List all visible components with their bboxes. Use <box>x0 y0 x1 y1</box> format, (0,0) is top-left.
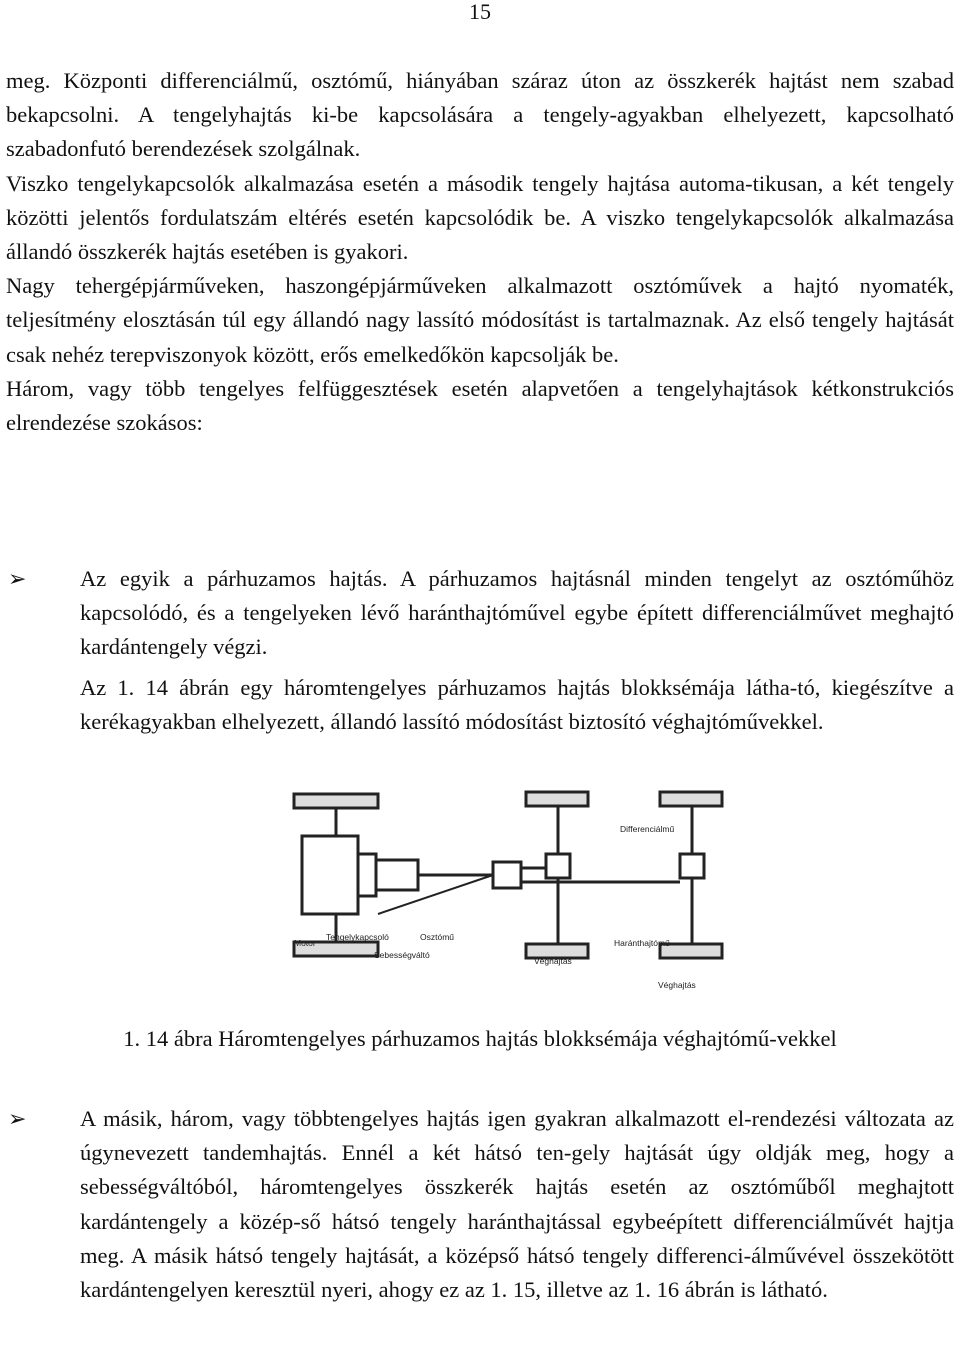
paragraph-2: Viszko tengelykapcsolók alkalmazása esetén a második tengely hajtása automa-tikusan, a két tengely közötti jelentős fordulatszám eltérés esetén kapcsolódik be. A viszko tengelykapcsolók alkalmazása állandó összkerék hajtás esetében is gyakori. <box>6 170 954 265</box>
front-left-wheel <box>294 794 378 808</box>
clutch-block <box>358 854 376 896</box>
label-tengelykapcsolo: Tengelykapcsoló <box>326 932 389 942</box>
label-sebessegvalto: Sebességváltó <box>374 950 430 960</box>
label-oszto: Osztómű <box>420 932 455 942</box>
bullet-arrow-icon: ➢ <box>8 566 27 591</box>
bullet-arrow-icon: ➢ <box>8 1106 27 1131</box>
label-haranthajtomu: Haránthajtómű <box>614 938 670 948</box>
rear-left-wheel <box>660 792 722 806</box>
bullet-1-text: Az egyik a párhuzamos hajtás. A párhuzamos hajtásnál minden tengelyt az osztóműhöz kapcsolódó, és a tengelyeken lévő haránthajtóművel egybe épített differenciálművet meghajtó kardántengely végzi. <box>80 566 954 660</box>
mid-differential <box>546 854 570 878</box>
label-differencialmu: Differenciálmű <box>620 824 675 834</box>
paragraph-3: Nagy tehergépjárműveken, haszongépjárműveken alkalmazott osztóművek a hajtó nyomaték, teljesítmény elosztásán túl egy állandó nagy lassító módosítást is tartalmaznak. Az első tengely hajtását csak nehéz terepviszonyok között, erős emelkedőkön kapcsolják be. <box>6 273 954 367</box>
paragraph-1: meg. Központi differenciálmű, osztómű, hiányában száraz úton az összkerék hajtást nem szabad bekapcsolni. A tengelyhajtás ki-be kapcsolására a tengely-agyakban elhelyezett, kapcsolható szabadonfutó berendezések szolgálnak. <box>6 68 954 162</box>
drivetrain-block-diagram <box>288 784 728 1012</box>
label-veghajtas-2: Véghajtás <box>658 980 696 990</box>
label-motor: Motor <box>294 938 316 948</box>
label-veghajtas-1: Véghajtás <box>534 956 572 966</box>
motor-block <box>302 836 358 914</box>
bullet-item-tandem <box>8 1102 954 1307</box>
mid-left-wheel <box>526 792 588 806</box>
bullet-2-text: A másik, három, vagy többtengelyes hajtás igen gyakran alkalmazott el-rendezési változata az úgynevezett tandemhajtás. Ennél a két hátsó ten-gely hajtását úgy oldják meg, hogy a sebességváltóból, háromtengelyes összkerék hajtás esetén az osztóműből meghajtott kardántengely a közép-ső hátsó tengely haránthajtással egybeépített differenciálművét hajtja meg. A másik hátsó tengely hajtását, a középső hátsó tengely differenci-álművével összekötött kardántengelyen keresztül nyeri, ahogy ez az 1. 15, illetve az 1. 16 ábrán is látható. <box>80 1106 954 1303</box>
body-text-upper <box>6 64 954 440</box>
paragraph-4: Három, vagy több tengelyes felfüggesztések esetén alapvetően a tengelyhajtások kétkonstrukciós elrendezése szokásos: <box>6 375 954 436</box>
gearbox-block <box>376 860 418 890</box>
figure-caption: 1. 14 ábra Háromtengelyes párhuzamos hajtás blokksémája véghajtómű-vekkel <box>123 1026 837 1051</box>
rear-differential <box>680 854 704 878</box>
transfer-box <box>493 862 521 888</box>
page-number: 15 <box>469 0 491 24</box>
bullet-1-subparagraph: Az 1. 14 ábrán egy háromtengelyes párhuzamos hajtás blokksémája látha-tó, kiegészítve a kerékagyakban elhelyezett, állandó lassító módosítást biztosító véghajtóművekkel. <box>80 674 954 734</box>
bullet-item-parallel <box>8 562 954 739</box>
